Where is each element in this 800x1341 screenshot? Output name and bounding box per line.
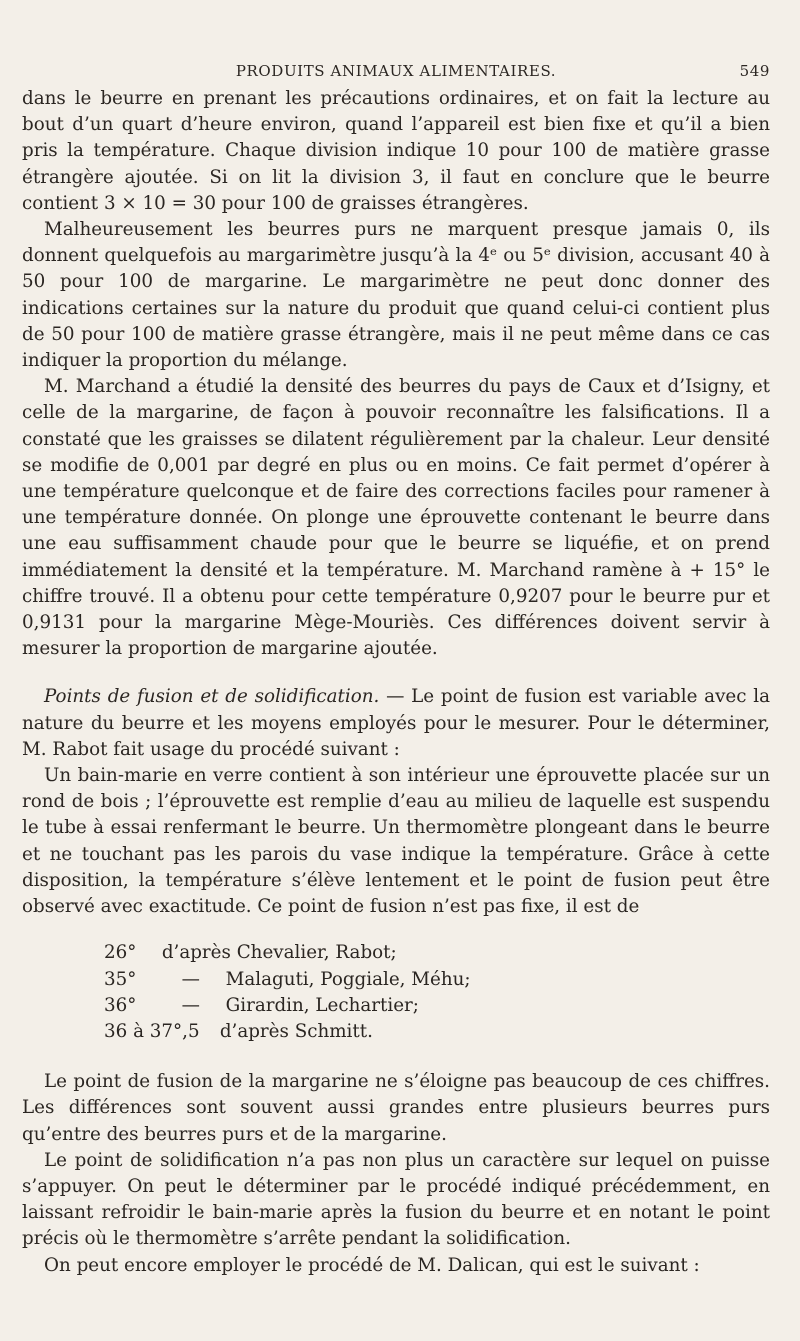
paragraph-margarimeter-reading: dans le beurre en prenant les précautions ordinaires, et on fait la lecture au bout d’un quart d’heure environ, quand l’appareil est bien fixe et qu’il a bien pris la température. Chaque division indique 10 pour 100 de matière grasse étrangère ajoutée. Si on lit la division 3, il faut en conclure que le beurre contient 3 × 10 = 30 pour 100 de graisses étrangères. (22, 88, 770, 214)
section-heading: Points de fusion et de solidification. (44, 686, 380, 708)
page-header (22, 52, 770, 86)
section-fusion-intro (22, 684, 770, 763)
temperature-value: 36° (104, 994, 137, 1016)
paragraph-dalican-procedure: On peut encore employer le procédé de M. Dalican, qui est le suivant : (44, 1254, 700, 1276)
main-text (22, 86, 770, 920)
fusion-temperature-list (104, 940, 770, 1045)
source-marker: d’après (219, 1020, 289, 1042)
temperature-value: 36 à 37°,5 (104, 1020, 200, 1042)
list-item (104, 1019, 770, 1045)
source-authors: Schmitt. (294, 1020, 373, 1042)
section-intro-text: — Le point de fusion est variable avec la nature du beurre et les moyens employés pour le mesurer. Pour le déterminer, M. Rabot fait usage du procédé suivant : (22, 686, 770, 760)
page-number: 549 (739, 62, 770, 80)
running-title: PRODUITS ANIMAUX ALIMENTAIRES. (235, 62, 557, 80)
temperature-value: 26° (104, 942, 137, 964)
paragraph-solidification-point: Le point de solidification n’a pas non plus un caractère sur lequel on puisse s’appuyer. On peut le déterminer par le procédé indiqué précédemment, en laissant refroidir le bain-marie après la fusion du beurre et en notant le point précis où le thermomètre s’arrête pendant la solidification. (22, 1149, 770, 1250)
source-authors: Chevalier, Rabot; (236, 942, 397, 964)
list-item (104, 967, 770, 993)
paragraph-density-method: M. Marchand a étudié la densité des beurres du pays de Caux et d’Isigny, et celle de la margarine, de façon à pouvoir reconnaître les falsifications. Il a constaté que les graisses se dilatent régulièrement par la chaleur. Leur densité se modifie de 0,001 par degré en plus ou en moins. Ce fait permet d’opérer à une température quelconque et de faire des corrections faciles pour ramener à une température donnée. On plonge une éprouvette contenant le beurre dans une eau suffisamment chaude pour que le beurre se liquéfie, et on prend immédiatement la densité et la température. M. Marchand ramène à + 15° le chiffre trouvé. Il a obtenu pour cette température 0,9207 pour le beurre pur et 0,9131 pour la margarine Mège-Mouriès. Ces différences doivent servir à mesurer la proportion de margarine ajoutée. (22, 376, 770, 660)
source-authors: Malaguti, Poggiale, Méhu; (225, 968, 471, 990)
paragraph-pure-butter-limits: Malheureusement les beurres purs ne marquent presque jamais 0, ils donnent quelquefois au margarimètre jusqu’à la 4ᵉ ou 5ᵉ division, accusant 40 à 50 pour 100 de margarine. Le margarimètre ne peut donc donner des indications certaines sur la nature du produit que quand celui-ci contient plus de 50 pour 100 de matière grasse étrangère, mais il ne peut même dans ce cas indiquer la proportion du mélange. (22, 219, 770, 372)
list-item (104, 940, 770, 966)
ditto-dash: — (181, 968, 200, 990)
temperature-value: 35° (104, 968, 137, 990)
ditto-dash: — (181, 994, 200, 1016)
paragraph-margarine-fusion: Le point de fusion de la margarine ne s’éloigne pas beaucoup de ces chiffres. Les différences sont souvent aussi grandes entre plusieurs beurres purs qu’entre des beurres purs et de la margarine. (22, 1071, 770, 1145)
source-marker: d’après (161, 942, 231, 964)
source-authors: Girardin, Lechartier; (225, 994, 419, 1016)
paragraph-rabot-procedure: Un bain-marie en verre contient à son intérieur une éprouvette placée sur un rond de bois ; l’éprouvette est remplie d’eau au milieu de laquelle est suspendu le tube à essai renfermant le beurre. Un thermomètre plongeant dans le beurre et ne touchant pas les parois du vase indique la température. Grâce à cette disposition, la température s’élève lentement et le point de fusion peut être observé avec exactitude. Ce point de fusion n’est pas fixe, il est de (22, 765, 770, 918)
closing-text (22, 1069, 770, 1279)
list-item (104, 993, 770, 1019)
